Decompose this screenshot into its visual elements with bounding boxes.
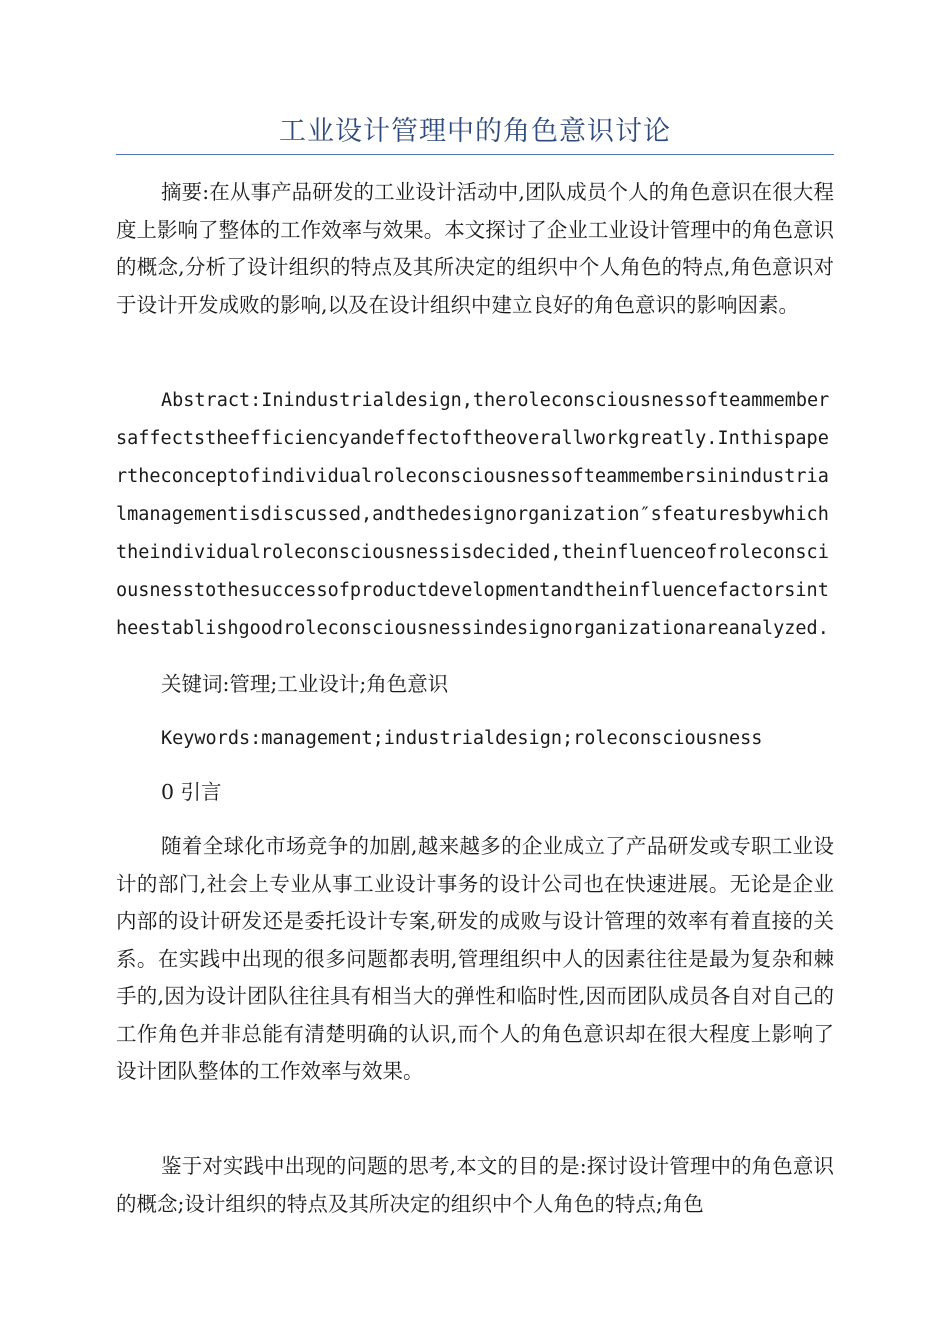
keywords-chinese: 关键词:管理;工业设计;角色意识 xyxy=(161,672,449,696)
title-underline xyxy=(116,154,834,155)
body-paragraph: 随着全球化市场竞争的加剧,越来越多的企业成立了产品研发或专职工业设计的部门,社会上专业从事工业设计事务的设计公司也在快速进展。无论是企业内部的设计研发还是委托设计专案,研发的成败与设计管理的效率有着直接的关系。在实践中出现的很多问题都表明,管理组织中人的因素往往是最为复杂和棘手的,因为设计团队往往具有相当大的弹性和临时性,因而团队成员各自对自己的工作角色并非总能有清楚明确的认识,而个人的角色意识却在很大程度上影响了设计团队整体的工作效率与效果。 xyxy=(116,834,834,1083)
abstract-english: Abstract:Inindustrialdesign,theroleconsciousnessofteammembersaffectstheefficiencyandeffectoftheoverallworkgreatly.Inthispapertheconceptofindividualroleconsciousnessofteammembersinindustrialmanagementisdiscussed,andthedesignorganization″sfeaturesbywhichtheindividualroleconsciousnessisdecided,theinfluenceofroleconsciousnesstothesuccessofproductdevelopmentandtheinfluencefactorsintheestablishgoodroleconsciousnessindesignorganizationareanalyzed. xyxy=(116,390,830,639)
section-heading: 0 引言 xyxy=(161,780,222,804)
body-paragraph: 鉴于对实践中出现的问题的思考,本文的目的是:探讨设计管理中的角色意识的概念;设计组织的特点及其所决定的组织中个人角色的特点;角色 xyxy=(116,1154,834,1216)
document-title: 工业设计管理中的角色意识讨论 xyxy=(279,116,671,147)
keywords-english: Keywords:management;industrialdesign;roleconsciousness xyxy=(161,728,763,749)
abstract-chinese: 摘要:在从事产品研发的工业设计活动中,团队成员个人的角色意识在很大程度上影响了整体的工作效率与效果。本文探讨了企业工业设计管理中的角色意识的概念,分析了设计组织的特点及其所决定的组织中个人角色的特点,角色意识对于设计开发成败的影响,以及在设计组织中建立良好的角色意识的影响因素。 xyxy=(116,180,834,317)
